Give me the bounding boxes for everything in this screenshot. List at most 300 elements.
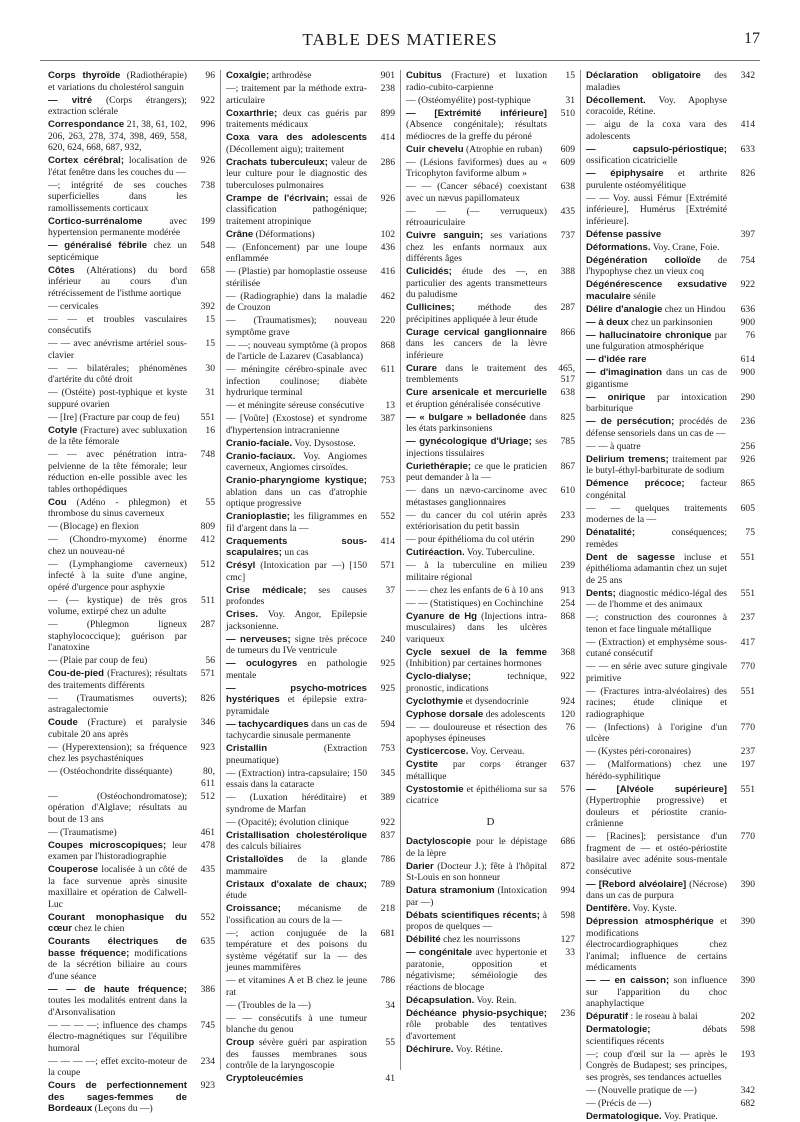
entry-text [586, 661, 727, 684]
entry-page-number: 738 [187, 180, 215, 192]
entry-text [586, 330, 727, 353]
entry-page-number: 837 [367, 830, 395, 842]
entry-description: — (Kystes péri-coronaires) [586, 746, 691, 757]
entry-page-number: 753 [367, 743, 395, 755]
entry-text [226, 229, 367, 241]
entry-text [586, 903, 727, 915]
entry-page-number: 924 [547, 696, 575, 708]
entry-heading: Crachats tuberculeux; [226, 157, 328, 168]
entry-text [406, 722, 547, 745]
entry-heading: Coude [48, 717, 78, 728]
entry-text [406, 598, 547, 610]
index-entry [586, 686, 755, 721]
index-entry [586, 392, 755, 415]
index-entry [586, 193, 755, 228]
entry-description: dans un cas de tachycardie sinusale permanente [226, 719, 367, 742]
entry-description: rôle probable des tentatives d'avortement [406, 1019, 547, 1042]
index-entry [48, 497, 215, 520]
index-entry [226, 315, 395, 338]
entry-description: — — — —; influence des champs électro-magnétiques sur l'équilibre humoral [48, 1020, 187, 1054]
entry-page-number: 287 [187, 619, 215, 631]
entry-page-number: 199 [187, 216, 215, 228]
entry-text [48, 840, 187, 863]
entry-page-number: 638 [547, 387, 575, 399]
index-entry [586, 478, 755, 501]
entry-heading: Cranio-pharyngiome kystique; [226, 475, 367, 486]
index-entry [406, 70, 575, 93]
entry-description: Voy. Rein. [476, 995, 516, 1006]
entry-text [226, 1013, 367, 1036]
entry-page-number: 512 [187, 559, 215, 571]
entry-page-number: 925 [367, 683, 395, 695]
index-entry [406, 436, 575, 459]
entry-description: — (Luxation héréditaire) et syndrome de Marfan [226, 792, 367, 815]
entry-description: (Radiothérapie) et variations du cholestérol sanguin [48, 70, 187, 93]
entry-page-number: 658 [187, 265, 215, 277]
entry-page-number: 34 [367, 1000, 395, 1012]
index-entry [226, 879, 395, 902]
entry-page-number: 868 [367, 340, 395, 352]
entry-heading: Débilité [406, 934, 441, 945]
entry-description: — — à quatre [586, 441, 641, 452]
entry-heading: Cou-de-pied [48, 668, 104, 679]
entry-text [48, 1020, 187, 1055]
entry-text [406, 647, 547, 670]
entry-description: — (Malformations) chez une hérédo-syphilitique [586, 759, 727, 782]
entry-page-number: 417 [727, 637, 755, 649]
entry-description: : le roseau à balai [631, 1011, 698, 1022]
entry-description: — (Enfoncement) par une loupe enflammée [226, 242, 367, 265]
entry-heading: Coxa vara des adolescents [226, 132, 367, 143]
entry-page-number: 826 [727, 168, 755, 180]
entry-description: —; action conjuguée de la température et des poisons du système végétatif sur la — des jeunes mammifères [226, 928, 367, 974]
entry-description: Voy. Dysostose. [294, 438, 355, 449]
entry-description: (Altérations) du bord inférieur au cours d'un rétrécissement de l'isthme aortique [48, 265, 187, 299]
entry-heading: — psycho-motrices hystériques [226, 683, 367, 706]
entry-page-number: 392 [187, 301, 215, 313]
entry-heading: Cotyle [48, 425, 77, 436]
index-entry [406, 696, 575, 708]
entry-heading: Cure arsenicale et mercurielle [406, 387, 547, 398]
entry-text [586, 304, 727, 316]
entry-heading: — à deux [586, 317, 629, 328]
entry-text [226, 1037, 367, 1072]
entry-description: —; intégrité de ses couches superficielles dans les ramollissements corticaux [48, 180, 187, 214]
entry-text [586, 229, 727, 241]
entry-heading: Cours de perfectionnement des sages-femmes de Bordeaux [48, 1080, 187, 1114]
entry-page-number: 785 [547, 436, 575, 448]
entry-page-number: 900 [727, 317, 755, 329]
entry-page-number: 748 [187, 449, 215, 461]
index-entry [48, 619, 215, 654]
index-entry [586, 879, 755, 902]
entry-description: — — bilatérales; phénomènes d'artérite du côté droit [48, 363, 187, 386]
entry-text [406, 1008, 547, 1043]
entry-page-number: 754 [727, 255, 755, 267]
entry-page-number: 37 [367, 585, 395, 597]
entry-text [48, 668, 187, 691]
index-entry [48, 936, 215, 982]
entry-text [586, 279, 727, 302]
entry-description: (Déformations) [256, 229, 315, 240]
index-entry [406, 560, 575, 583]
index-entry [586, 759, 755, 782]
entry-description: sénile [633, 291, 655, 302]
entry-description: — — en série avec suture gingivale primitive [586, 661, 727, 684]
entry-heading: Cuir chevelu [406, 144, 464, 155]
index-entry [586, 367, 755, 390]
entry-page-number: 390 [727, 879, 755, 891]
index-entry [226, 903, 395, 926]
entry-heading: — capsulo-périostique; [586, 144, 727, 155]
entry-page-number: 120 [547, 709, 575, 721]
entry-text [406, 910, 547, 933]
entry-page-number: 922 [367, 817, 395, 829]
entry-text [406, 534, 547, 546]
entry-description: des maladies [586, 70, 727, 93]
entry-heading: — [Alvéole supérieure] [586, 784, 727, 795]
entry-page-number: 13 [367, 400, 395, 412]
entry-page-number: 872 [547, 861, 575, 873]
index-entry [406, 95, 575, 107]
index-entry [586, 722, 755, 745]
index-entry [406, 647, 575, 670]
entry-description: — — quelques traitements modernes de la — [586, 503, 727, 526]
entry-page-number: 15 [547, 70, 575, 82]
entry-text [48, 619, 187, 654]
entry-text [48, 155, 187, 178]
entry-page-number: 55 [367, 1037, 395, 1049]
entry-text [48, 521, 187, 533]
index-entry [586, 144, 755, 167]
index-entry [586, 746, 755, 758]
entry-description: ossification cicatricielle [586, 155, 677, 166]
entry-heading: Déclaration obligatoire [586, 70, 701, 81]
entry-description: son influence sur l'apparition du choc anaphylactique [586, 975, 727, 1009]
entry-description: de l'hypophyse chez un vieux coq [586, 255, 727, 278]
entry-description: — et méningite séreuse consécutive [226, 400, 364, 411]
entry-description: chez un septicémique [48, 240, 187, 263]
index-entry [406, 585, 575, 597]
entry-page-number: 926 [187, 155, 215, 167]
entry-page-number: 234 [187, 1056, 215, 1068]
entry-description: dans le traitement des tremblements [406, 363, 547, 386]
entry-page-number: 239 [547, 560, 575, 572]
entry-page-number: 31 [187, 387, 215, 399]
entry-description: — (Extraction) intra-capsulaire; 150 essais dans la cataracte [226, 768, 367, 791]
entry-page-number: 789 [367, 879, 395, 891]
entry-text [48, 95, 187, 118]
index-entry [586, 255, 755, 278]
entry-page-number: 576 [547, 784, 575, 796]
entry-text [586, 119, 727, 142]
entry-text [48, 693, 187, 716]
entry-heading: Cou [48, 497, 67, 508]
entry-description: procédés de défense sensoriels dans un cas de — [586, 416, 727, 439]
entry-page-number: 745 [187, 1020, 215, 1032]
page-header [40, 30, 760, 52]
entry-text [226, 928, 367, 974]
entry-description: traitement par le butyl-éthyl-barbiturate de sodium [586, 454, 727, 477]
index-entry [48, 387, 215, 410]
entry-page-number: 926 [727, 454, 755, 466]
entry-text [48, 766, 187, 778]
entry-page-number: 237 [727, 746, 755, 758]
entry-description: (Corps étrangers); extraction sclérale [48, 95, 187, 118]
entry-heading: Coupes microscopiques; [48, 840, 166, 851]
entry-text [226, 903, 367, 926]
entry-text [586, 637, 727, 660]
entry-heading: Dent de sagesse [586, 552, 675, 563]
entry-heading: — — de haute fréquence; [48, 984, 187, 995]
index-entry [48, 827, 215, 839]
entry-description: — [Racines]; persistance d'un fragment de — et ostéo-périostite basilaire avec adénite sous-mentale consécutive [586, 831, 727, 877]
entry-description: et épilepsie extra-pyramidale [226, 694, 367, 717]
entry-heading: Cortico-surrénalome [48, 216, 142, 227]
entry-page-number: 290 [547, 534, 575, 546]
index-entry [48, 595, 215, 618]
entry-text [586, 144, 727, 167]
index-entry [48, 155, 215, 178]
entry-description: — — (Cancer sébacé) coexistant avec un nævus papillomateux [406, 181, 547, 204]
index-entry [226, 70, 395, 82]
entry-text [226, 315, 367, 338]
entry-description: Voy. Pratique. [664, 1111, 718, 1122]
index-entry [586, 454, 755, 477]
entry-description: chez le chien [74, 923, 124, 934]
index-entry [406, 861, 575, 884]
entry-text [406, 510, 547, 533]
entry-heading: — gynécologique d'Uriage; [406, 436, 532, 447]
entry-heading: — nerveuses; [226, 634, 291, 645]
entry-text [406, 836, 547, 859]
index-entry [586, 1098, 755, 1110]
entry-text [406, 436, 547, 459]
entry-text [586, 478, 727, 501]
index-entry [48, 766, 215, 789]
index-entry [586, 330, 755, 353]
index-entry [406, 722, 575, 745]
entry-text [586, 552, 727, 587]
entry-page-number: 737 [547, 230, 575, 242]
index-entry [406, 746, 575, 758]
index-entry [586, 416, 755, 439]
entry-heading: Corps thyroïde [48, 70, 120, 81]
entry-description: — (Ostéite) post-typhique et kyste suppuré ovarien [48, 387, 187, 410]
entry-text [48, 559, 187, 594]
entry-page-number: 461 [187, 827, 215, 839]
entry-heading: — [Rebord alvéolaire] [586, 879, 686, 890]
index-column-2 [220, 70, 400, 1070]
entry-text [586, 367, 727, 390]
index-entry [226, 658, 395, 681]
index-entry [48, 912, 215, 935]
index-entry [406, 412, 575, 435]
index-entry [48, 521, 215, 533]
entry-text [48, 216, 187, 239]
entry-page-number: 913 [547, 585, 575, 597]
index-entry [226, 364, 395, 399]
entry-text [48, 984, 187, 1019]
index-entry [226, 830, 395, 853]
entry-description: (Fracture) et luxation radio-cubito-carpienne [406, 70, 547, 93]
entry-text [226, 1073, 367, 1085]
entry-description: et dysendocrinie [465, 696, 528, 707]
entry-heading: Crampe de l'écrivain; [226, 193, 329, 204]
entry-page-number: 900 [727, 367, 755, 379]
entry-text [226, 83, 367, 106]
entry-text [586, 686, 727, 721]
entry-page-number: 342 [727, 1085, 755, 1097]
entry-page-number: 41 [367, 1073, 395, 1085]
entry-description: et éruption généralisée consécutive [406, 399, 541, 410]
entry-page-number: 770 [727, 661, 755, 673]
index-entry [586, 354, 755, 366]
entry-description: étude [226, 890, 247, 901]
entry-heading: Dégénérescence exsudative maculaire [586, 279, 727, 302]
entry-page-number: 236 [727, 416, 755, 428]
index-entry [406, 1044, 575, 1056]
index-entry [48, 240, 215, 263]
entry-heading: Dents; [586, 588, 616, 599]
index-entry [48, 180, 215, 215]
entry-heading: Courant monophasique du cœur [48, 912, 187, 935]
entry-heading: Curare [406, 363, 437, 374]
index-entry [586, 503, 755, 526]
entry-text [48, 827, 187, 839]
entry-text [406, 412, 547, 435]
entry-text [586, 416, 727, 439]
entry-page-number: 511 [187, 595, 215, 607]
entry-description: débats scientifiques récents [586, 1024, 727, 1047]
entry-description: — — avec pénétration intra-pelvienne de la tête fémorale; leur réduction en-elle possible avec les tables orthopédiques [48, 449, 187, 495]
entry-description: (Fracture) et paralysie cubitale 20 ans après [48, 717, 187, 740]
entry-page-number: 436 [367, 242, 395, 254]
entry-heading: Cuivre sanguin; [406, 230, 483, 241]
entry-page-number: 397 [727, 229, 755, 241]
entry-description: technique, pronostic, indications [406, 671, 547, 694]
index-entry [48, 693, 215, 716]
entry-text [406, 108, 547, 143]
entry-text [586, 746, 727, 758]
entry-description: (Absence congénitale); résultats médiocres de la greffe du péroné [406, 119, 547, 142]
entry-heading: Décapsulation. [406, 995, 474, 1006]
entry-page-number: 220 [367, 315, 395, 327]
entry-heading: Cystite [406, 759, 438, 770]
entry-text [586, 722, 727, 745]
entry-page-number: 899 [367, 108, 395, 120]
entry-text [406, 144, 547, 156]
entry-page-number: 770 [727, 722, 755, 734]
entry-description: — (Plastie) par homoplastie osseuse stérilisée [226, 266, 367, 289]
entry-description: — (Plaie par coup de feu) [48, 655, 147, 666]
index-entry [226, 1013, 395, 1036]
index-entry [226, 585, 395, 608]
entry-text [226, 719, 367, 742]
index-entry [586, 612, 755, 635]
entry-description: modifications de la sécrétion biliaire au cours d'une séance [48, 948, 187, 982]
entry-heading: Courants électriques de basse fréquence; [48, 936, 187, 959]
entry-description: (Fractures); résultats des traitements différents [48, 668, 187, 691]
index-entry [406, 327, 575, 362]
entry-description: chez un parkinsonien [631, 317, 713, 328]
entry-page-number: 611 [367, 364, 395, 376]
entry-heading: Cyanure de Hg [406, 611, 477, 622]
entry-description: — méningite cérébro-spinale avec infection coulinose; diabète hydrurique terminal [226, 364, 367, 398]
entry-page-number: 15 [187, 338, 215, 350]
index-entry [226, 928, 395, 974]
entry-text [48, 497, 187, 520]
entry-page-number: 866 [547, 327, 575, 339]
index-entry [586, 119, 755, 142]
entry-page-number: 435 [187, 864, 215, 876]
index-entry [48, 425, 215, 448]
index-entry [226, 683, 395, 718]
entry-text [48, 791, 187, 826]
entry-text [48, 265, 187, 300]
entry-text [226, 817, 367, 829]
entry-description: (Décollement aigu); traitement [226, 144, 344, 155]
index-entry [406, 934, 575, 946]
index-entry [48, 338, 215, 361]
index-entry [406, 230, 575, 265]
entry-text [226, 683, 367, 718]
entry-page-number: 76 [547, 722, 575, 734]
entry-page-number: 345 [367, 768, 395, 780]
entry-heading: Dépression atmosphérique [586, 916, 714, 927]
entry-description: et épithélioma sur sa cicatrice [406, 784, 547, 807]
index-entry [48, 1056, 215, 1079]
entry-description: — dans un nævo-carcinome avec métastases ganglionnaires [406, 485, 547, 508]
index-entry [406, 510, 575, 533]
entry-description: — [Voûte] (Exostose) et syndrome d'hypertension intracranienne [226, 413, 367, 436]
entry-text [586, 1098, 727, 1110]
index-entry [406, 387, 575, 410]
index-entry [586, 70, 755, 93]
entry-page-number: 609 [547, 157, 575, 169]
entry-description: méthode des précipitines appliquée à leur étude [406, 302, 547, 325]
index-entry [226, 854, 395, 877]
entry-text [406, 327, 547, 362]
entry-text [226, 266, 367, 289]
entry-description: — aigu de la coxa vara des adolescents [586, 119, 727, 142]
entry-text [586, 1011, 727, 1023]
entry-text [226, 340, 367, 363]
entry-page-number: 193 [727, 1049, 755, 1061]
entry-description: par une fulguration atmosphérique [586, 330, 727, 353]
entry-page-number: 16 [187, 425, 215, 437]
entry-page-number: 551 [727, 552, 755, 564]
index-entry [226, 792, 395, 815]
entry-heading: Coxalgie; [226, 70, 269, 81]
entry-page-number: 825 [547, 412, 575, 424]
entry-heading: Dégénération colloïde [586, 255, 701, 266]
entry-description: — — Voy. aussi Fémur [Extrémité inférieure], Humérus [Extrémité inférieure]. [586, 193, 727, 227]
entry-heading: — épiphysaire [586, 168, 664, 179]
entry-page-number: 218 [367, 903, 395, 915]
index-entry [48, 301, 215, 313]
entry-page-number: 287 [547, 302, 575, 314]
index-entry [586, 527, 755, 550]
entry-text [586, 317, 727, 329]
entry-page-number: 75 [727, 527, 755, 539]
entry-page-number: 826 [187, 693, 215, 705]
entry-description: essai de classification pathogénique; traitement atropinique [226, 193, 367, 227]
entry-text [406, 230, 547, 265]
entry-heading: Cristallin [226, 743, 267, 754]
index-entry [586, 95, 755, 118]
index-entry [48, 449, 215, 495]
